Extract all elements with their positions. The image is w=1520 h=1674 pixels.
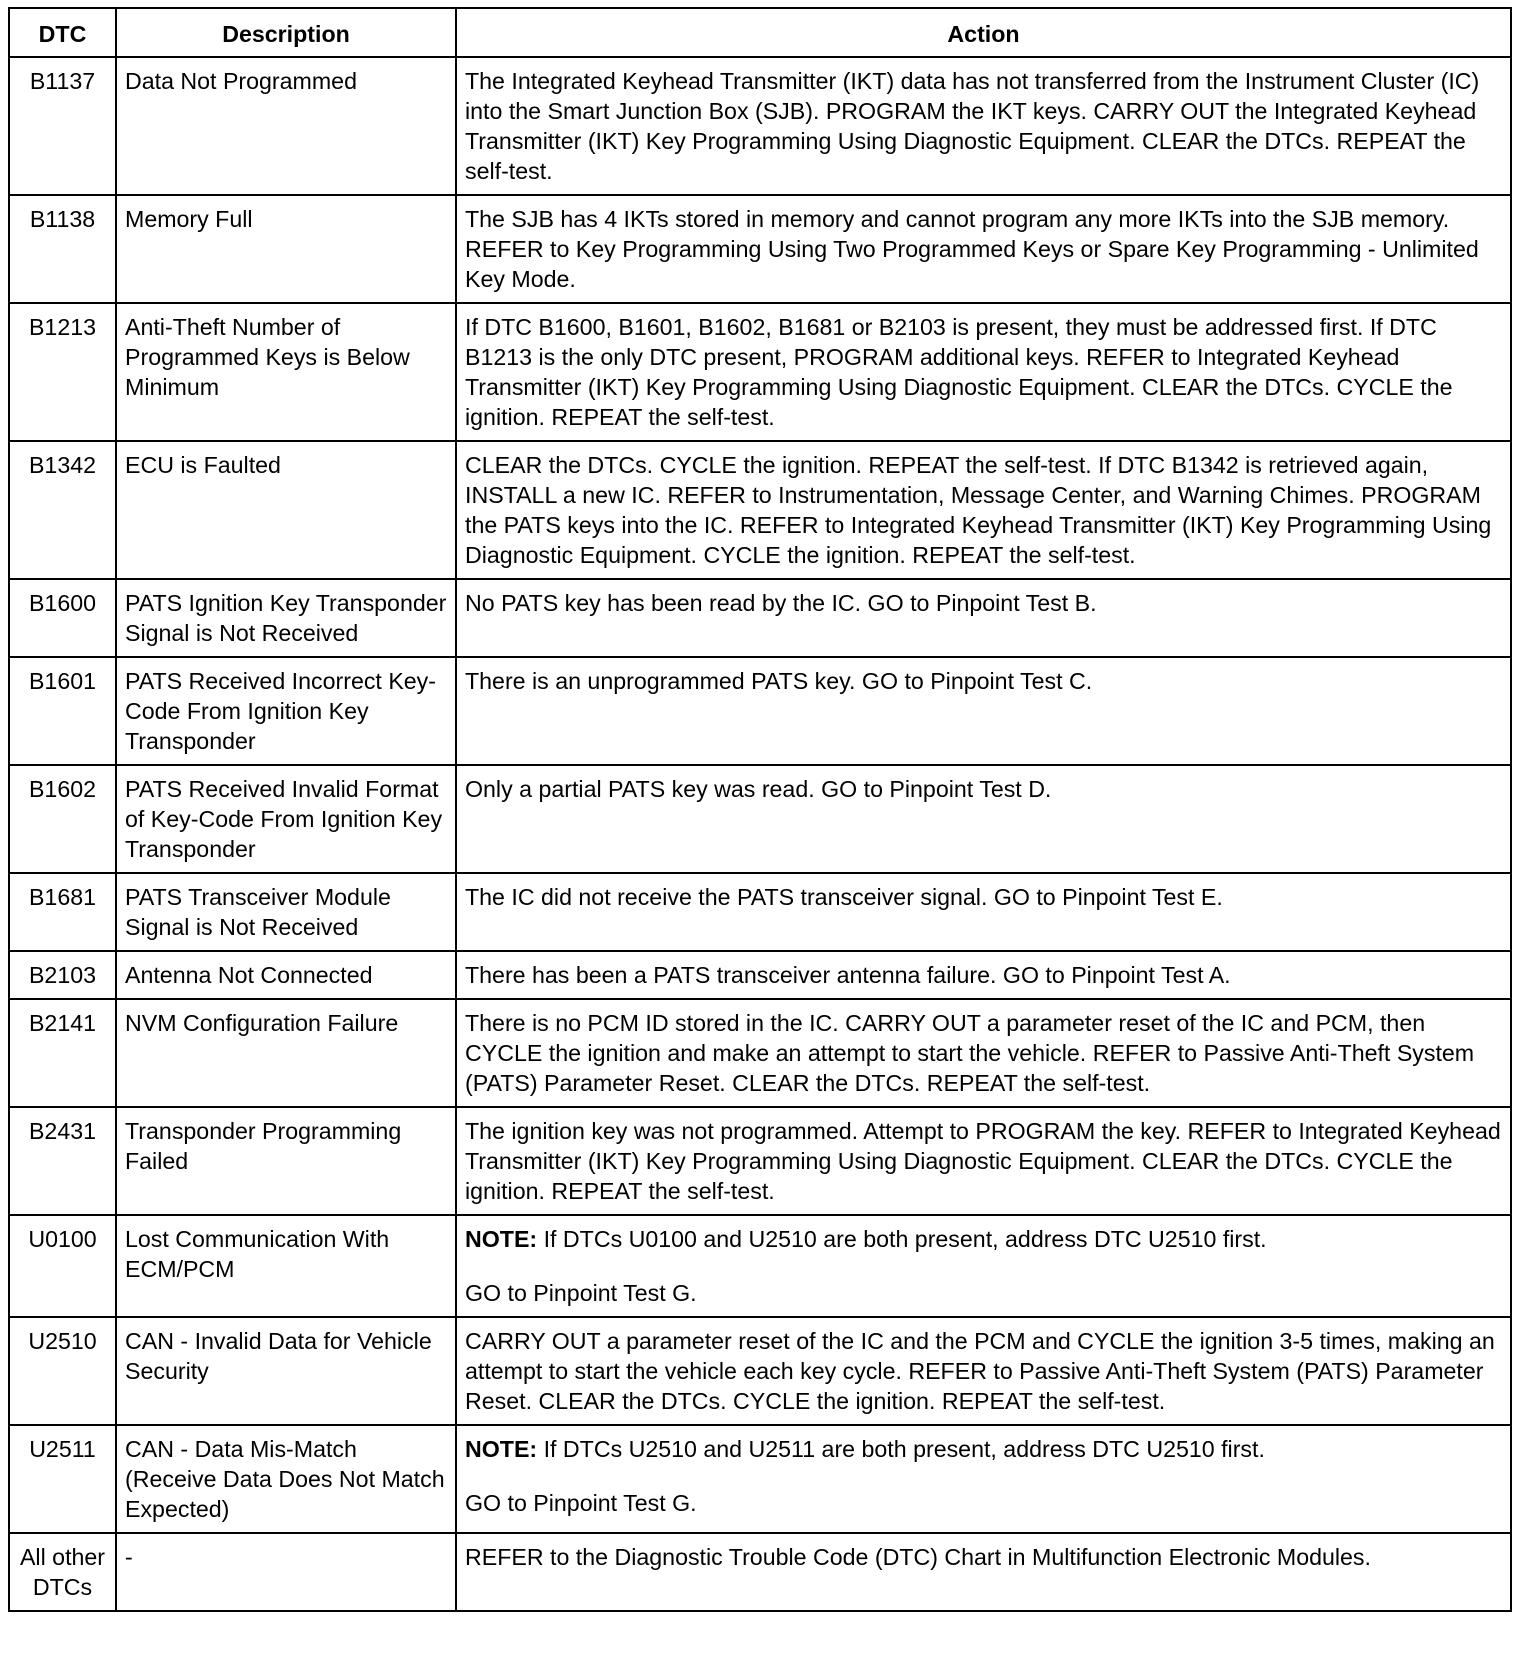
dtc-action: If DTC B1600, B1601, B1602, B1681 or B2103 is present, they must be addressed first. If DTC B1213 is the only DTC present, PROGRAM additional keys. REFER to Integrated Keyhead Transmitter (IKT) Key Programming Using Diagnostic Equipment. CLEAR the DTCs. CYCLE the ignition. REPEAT the self-test.	[456, 303, 1511, 441]
note-text: If DTCs U0100 and U2510 are both present, address DTC U2510 first.	[537, 1226, 1267, 1252]
dtc-code: U0100	[9, 1215, 116, 1317]
dtc-description: NVM Configuration Failure	[116, 999, 456, 1107]
dtc-description: Anti-Theft Number of Programmed Keys is Below Minimum	[116, 303, 456, 441]
table-row	[9, 1425, 1511, 1533]
dtc-code: B1342	[9, 441, 116, 579]
note-label: NOTE:	[465, 1436, 538, 1462]
table-row	[9, 1317, 1511, 1425]
note-paragraph	[465, 1224, 1502, 1254]
table-row	[9, 765, 1511, 873]
dtc-code: All other DTCs	[9, 1533, 116, 1611]
header-action: Action	[456, 8, 1511, 57]
dtc-action-cell	[456, 1215, 1511, 1317]
dtc-action: There has been a PATS transceiver antenna failure. GO to Pinpoint Test A.	[456, 951, 1511, 999]
dtc-action: GO to Pinpoint Test G.	[465, 1280, 697, 1306]
table-row	[9, 441, 1511, 579]
dtc-code: B1602	[9, 765, 116, 873]
dtc-action: There is no PCM ID stored in the IC. CARRY OUT a parameter reset of the IC and PCM, then CYCLE the ignition and make an attempt to start the vehicle. REFER to Passive Anti-Theft System (PATS) Parameter Reset. CLEAR the DTCs. REPEAT the self-test.	[456, 999, 1511, 1107]
dtc-action-cell	[456, 1425, 1511, 1533]
dtc-code: B1138	[9, 195, 116, 303]
dtc-description: Lost Communication With ECM/PCM	[116, 1215, 456, 1317]
table-row	[9, 1533, 1511, 1611]
dtc-action: The ignition key was not programmed. Attempt to PROGRAM the key. REFER to Integrated Keyhead Transmitter (IKT) Key Programming Using Diagnostic Equipment. CLEAR the DTCs. CYCLE the ignition. REPEAT the self-test.	[456, 1107, 1511, 1215]
dtc-code: B2431	[9, 1107, 116, 1215]
table-row	[9, 1107, 1511, 1215]
dtc-description: Transponder Programming Failed	[116, 1107, 456, 1215]
dtc-action: GO to Pinpoint Test G.	[465, 1490, 697, 1516]
dtc-code: B1601	[9, 657, 116, 765]
dtc-code: U2510	[9, 1317, 116, 1425]
table-row	[9, 195, 1511, 303]
table-row	[9, 57, 1511, 195]
dtc-code: B2103	[9, 951, 116, 999]
dtc-action: The IC did not receive the PATS transceiver signal. GO to Pinpoint Test E.	[456, 873, 1511, 951]
dtc-action: No PATS key has been read by the IC. GO to Pinpoint Test B.	[456, 579, 1511, 657]
dtc-description: CAN - Invalid Data for Vehicle Security	[116, 1317, 456, 1425]
dtc-action: The SJB has 4 IKTs stored in memory and cannot program any more IKTs into the SJB memory. REFER to Key Programming Using Two Programmed Keys or Spare Key Programming - Unlimited Key Mode.	[456, 195, 1511, 303]
note-label: NOTE:	[465, 1226, 538, 1252]
dtc-action: CARRY OUT a parameter reset of the IC and the PCM and CYCLE the ignition 3-5 times, making an attempt to start the vehicle each key cycle. REFER to Passive Anti-Theft System (PATS) Parameter Reset. CLEAR the DTCs. CYCLE the ignition. REPEAT the self-test.	[456, 1317, 1511, 1425]
dtc-description: PATS Received Incorrect Key-Code From Ignition Key Transponder	[116, 657, 456, 765]
note-paragraph	[465, 1434, 1502, 1464]
dtc-code: B1600	[9, 579, 116, 657]
table-row	[9, 657, 1511, 765]
table-header-row	[9, 8, 1511, 57]
dtc-description: -	[116, 1533, 456, 1611]
header-description: Description	[116, 8, 456, 57]
dtc-action: There is an unprogrammed PATS key. GO to Pinpoint Test C.	[456, 657, 1511, 765]
dtc-description: CAN - Data Mis-Match (Receive Data Does Not Match Expected)	[116, 1425, 456, 1533]
dtc-code: B1137	[9, 57, 116, 195]
dtc-description: Memory Full	[116, 195, 456, 303]
dtc-description: PATS Transceiver Module Signal is Not Received	[116, 873, 456, 951]
table-row	[9, 1215, 1511, 1317]
dtc-description: PATS Ignition Key Transponder Signal is Not Received	[116, 579, 456, 657]
dtc-code: B1681	[9, 873, 116, 951]
dtc-action: REFER to the Diagnostic Trouble Code (DTC) Chart in Multifunction Electronic Modules.	[456, 1533, 1511, 1611]
dtc-description: Antenna Not Connected	[116, 951, 456, 999]
table-row	[9, 873, 1511, 951]
dtc-description: Data Not Programmed	[116, 57, 456, 195]
table-row	[9, 999, 1511, 1107]
dtc-action: CLEAR the DTCs. CYCLE the ignition. REPEAT the self-test. If DTC B1342 is retrieved again, INSTALL a new IC. REFER to Instrumentation, Message Center, and Warning Chimes. PROGRAM the PATS keys into the IC. REFER to Integrated Keyhead Transmitter (IKT) Key Programming Using Diagnostic Equipment. CYCLE the ignition. REPEAT the self-test.	[456, 441, 1511, 579]
dtc-table	[8, 7, 1512, 1612]
dtc-description: ECU is Faulted	[116, 441, 456, 579]
dtc-code: B2141	[9, 999, 116, 1107]
header-dtc: DTC	[9, 8, 116, 57]
table-row	[9, 303, 1511, 441]
dtc-code: U2511	[9, 1425, 116, 1533]
table-row	[9, 579, 1511, 657]
note-text: If DTCs U2510 and U2511 are both present, address DTC U2510 first.	[537, 1436, 1265, 1462]
dtc-description: PATS Received Invalid Format of Key-Code From Ignition Key Transponder	[116, 765, 456, 873]
dtc-action: Only a partial PATS key was read. GO to Pinpoint Test D.	[456, 765, 1511, 873]
dtc-action: The Integrated Keyhead Transmitter (IKT) data has not transferred from the Instrument Cluster (IC) into the Smart Junction Box (SJB). PROGRAM the IKT keys. CARRY OUT the Integrated Keyhead Transmitter (IKT) Key Programming Using Diagnostic Equipment. CLEAR the DTCs. REPEAT the self-test.	[456, 57, 1511, 195]
table-row	[9, 951, 1511, 999]
dtc-code: B1213	[9, 303, 116, 441]
